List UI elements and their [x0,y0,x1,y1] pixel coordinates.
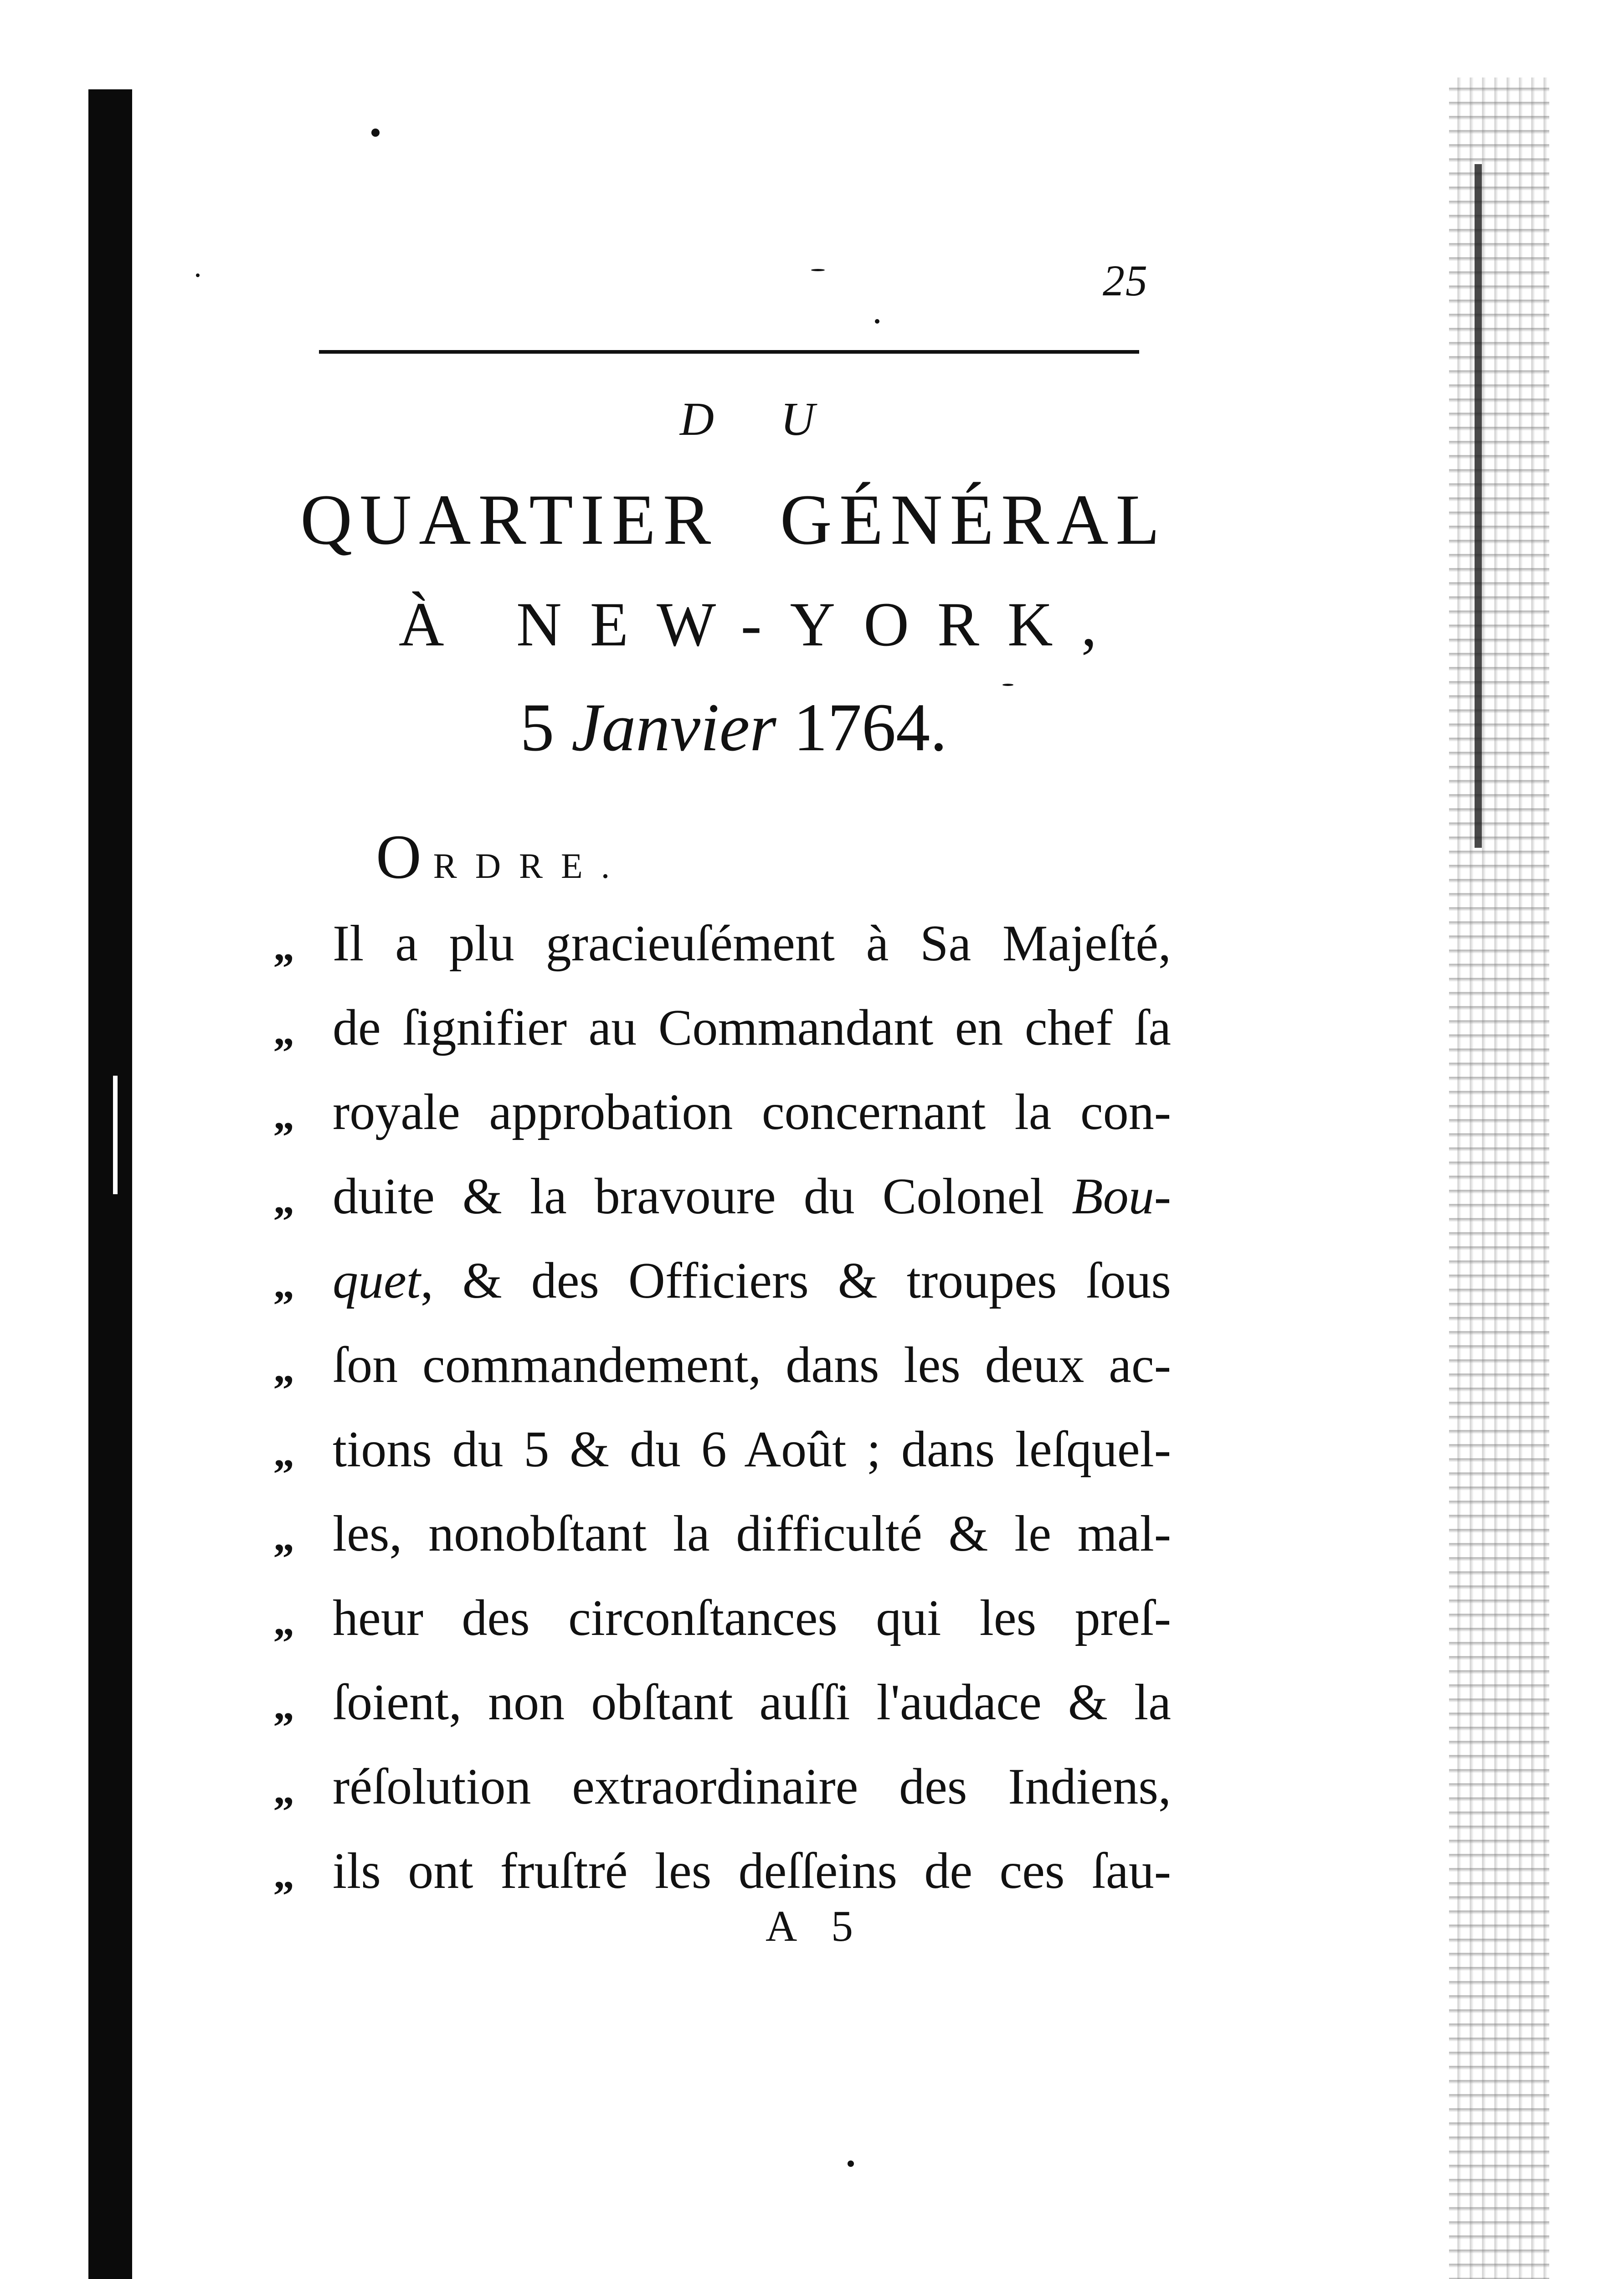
text-line [273,1413,1171,1486]
heading-date [255,688,1212,767]
heading-du: D U [679,393,843,445]
line-text: Il a plu gracieuſément à Sa Majeſté, [333,915,1171,972]
binding-notch [113,1076,118,1194]
ink-speck [875,319,879,324]
heading-quartier-general: QUARTIER GÉNÉRAL [300,480,1167,560]
date-month: Janvier [571,690,776,765]
quote-mark: „ [273,1598,294,1644]
line-text: royale approbation concernant la con- [333,1084,1171,1140]
text-line [273,907,1171,980]
quote-mark: „ [273,1007,294,1054]
header-rule [319,350,1139,354]
line-text [333,1244,1171,1317]
quote-mark: „ [273,1176,294,1222]
quote-mark: „ [273,1092,294,1138]
quote-mark: „ [273,1260,294,1307]
binding-shadow [88,89,132,2279]
line-text-before: duite & la bravoure du Colonel [333,1168,1072,1225]
quote-mark: „ [273,923,294,969]
line-text: ſoient, non obſtant auſſi l'audace & la [333,1674,1171,1731]
page-edge-mark [1475,164,1482,848]
ink-speck [196,273,200,277]
text-line [273,1582,1171,1655]
text-line [273,1160,1171,1233]
line-text [333,1160,1171,1233]
line-text: de ſignifier au Commandant en chef ſa [333,1000,1171,1056]
quote-mark: „ [273,1345,294,1391]
section-label-initial: O [376,822,433,892]
line-text: réſolution extraordinaire des Indiens, [333,1758,1171,1815]
ink-speck [811,269,825,271]
ink-speck [371,129,380,137]
line-text: heur des circonſtances qui les preſ- [333,1590,1171,1646]
quote-mark: „ [273,1429,294,1475]
date-day: 5 [520,690,555,765]
text-line [273,1497,1171,1570]
line-text: tions du 5 & du 6 Août ; dans leſquel- [333,1421,1171,1478]
line-text: ils ont fruſtré les deſſeins de ces ſau- [333,1843,1171,1899]
section-label-rest: RDRE. [433,846,628,886]
date-year: 1764. [793,690,947,765]
line-text-after: , & des Officiers & troupes ſous [420,1253,1171,1309]
name-bouquet-part2: quet [333,1253,421,1309]
line-text: les, nonobſtant la difficulté & le mal- [333,1506,1171,1562]
text-line [273,991,1171,1064]
ink-speck [1002,684,1013,686]
page-number: 25 [1103,256,1148,305]
text-line [273,1329,1171,1402]
quote-mark: „ [273,1851,294,1897]
signature-mark: A 5 [766,1902,866,1950]
text-line [273,1666,1171,1739]
quote-mark: „ [273,1513,294,1560]
text-line [273,1835,1171,1908]
text-line [273,1750,1171,1823]
quote-mark: „ [273,1682,294,1728]
quote-mark: „ [273,1766,294,1813]
line-text: ſon commandement, dans les deux ac- [333,1337,1171,1393]
ink-speck [848,2160,854,2167]
heading-new-york: À NEW-YORK, [398,589,1125,659]
text-line [273,1244,1171,1317]
name-bouquet-part1: Bou- [1072,1168,1171,1225]
page-edge-shadow [1449,77,1549,2279]
text-line [273,1076,1171,1149]
section-label-ordre [376,820,628,893]
